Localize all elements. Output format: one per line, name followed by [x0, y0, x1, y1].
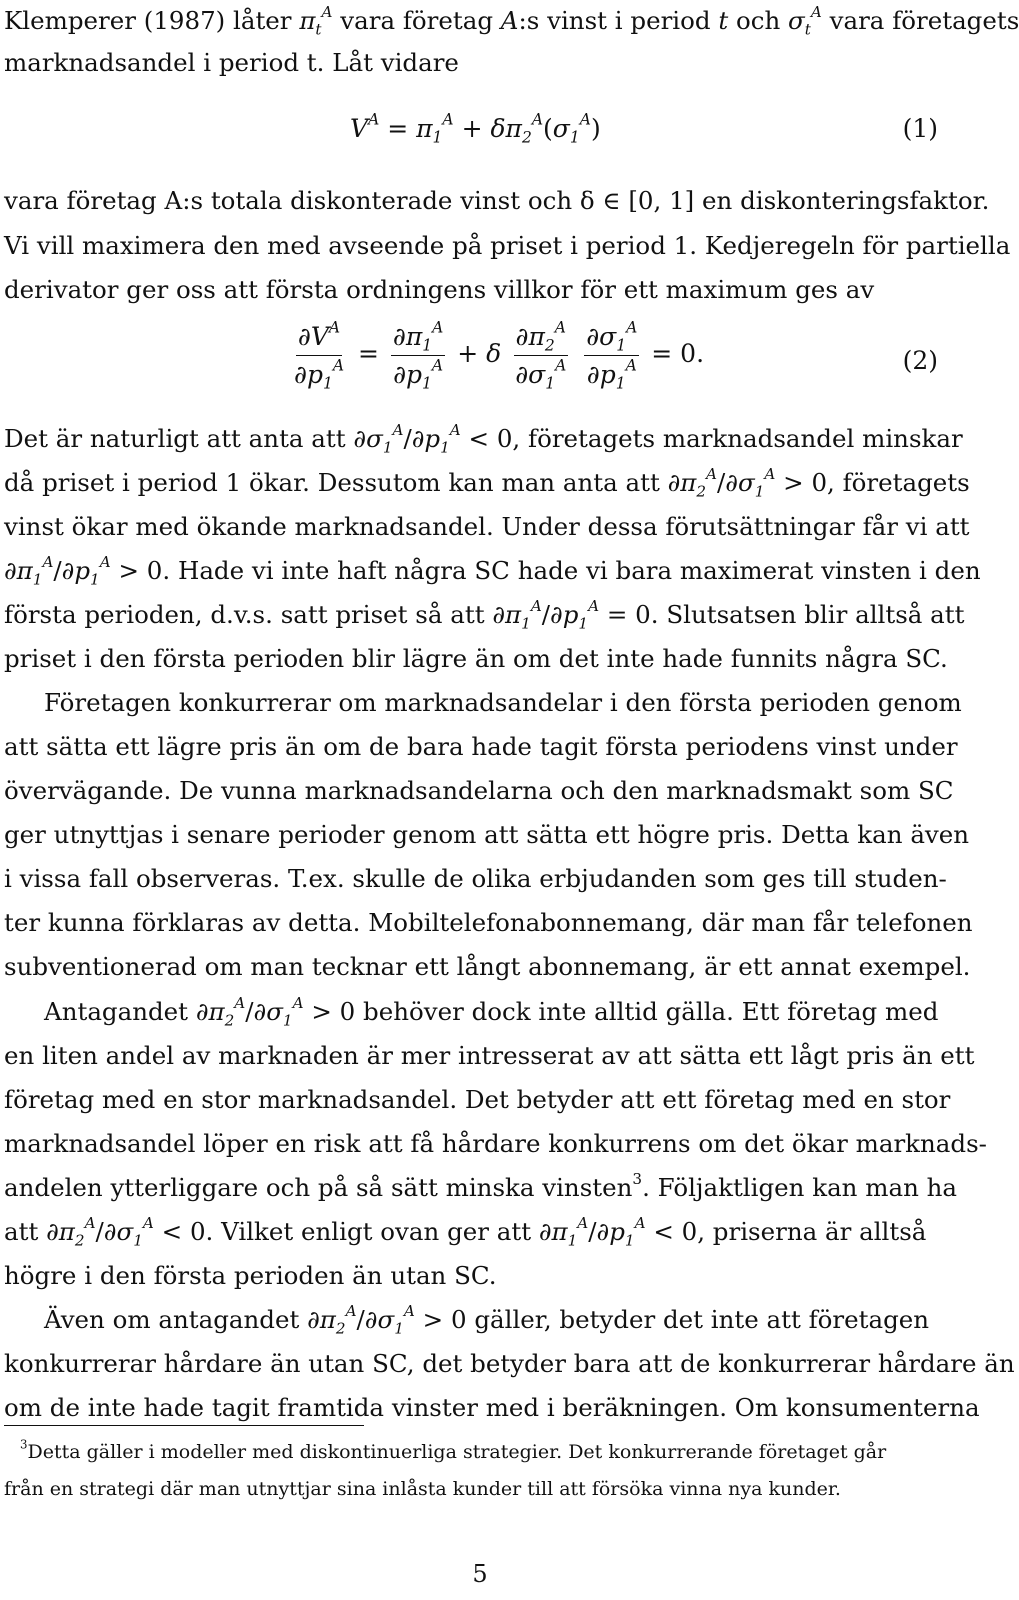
- para2-line4: $\partial\pi_1^A/\partial p_1^A > 0$. Hade vi inte haft några SC hade vi bara maximerat vinsten i den: [4, 552, 981, 589]
- para3-line2: att sätta ett lägre pris än om de bara hade tagit första periodens vinst under: [4, 732, 958, 761]
- para3-line1: Företagen konkurrerar om marknadsandelar i den första perioden genom: [44, 688, 962, 717]
- para4-line4: marknadsandel löper en risk att få hårdare konkurrens om det ökar marknads-: [4, 1129, 987, 1158]
- para4-line6: att $\partial\pi_2^A/\partial\sigma_1^A < 0$. Vilket enligt ovan ger att $\partial\pi_1^A/\partial p_1^A < 0$, priserna är alltså: [4, 1213, 927, 1250]
- para5-line1: Även om antagandet $\partial\pi_2^A/\partial\sigma_1^A > 0$ gäller, betyder det inte att företagen: [44, 1301, 930, 1338]
- footnote-rule: [4, 1425, 364, 1426]
- para2-line1: Det är naturligt att anta att $\partial\sigma_1^A/\partial p_1^A < 0$, företagets marknadsandel minskar: [4, 420, 963, 457]
- para3-line3: övervägande. De vunna marknadsandelarna och den marknadsmakt som SC: [4, 776, 954, 805]
- para4-line2: en liten andel av marknaden är mer intresserat av att sätta ett lågt pris än ett: [4, 1041, 975, 1070]
- para4-line5: andelen ytterliggare och på så sätt minska vinsten$^3$. Följaktligen kan man ha: [4, 1169, 958, 1202]
- equation-2: $\frac{\partial V^A}{\partial p_1^A}$ = $\frac{\partial\pi_1^A}{\partial p_1^A}$ + δ $\frac{\partial\pi_2^A}{\partial\sigma_1^A}$ $\frac{\partial\sigma_1^A}{\partial p_1^A}$ = 0.: [294, 318, 705, 393]
- para4-line3: företag med en stor marknadsandel. Det betyder att ett företag med en stor: [4, 1085, 951, 1114]
- para4-line7: högre i den första perioden än utan SC.: [4, 1261, 497, 1290]
- para1-line2: marknadsandel i period t. Låt vidare: [4, 48, 459, 77]
- footnote-ref: 3: [632, 1169, 643, 1188]
- para3-line4: ger utnyttjas i senare perioder genom att sätta ett högre pris. Detta kan även: [4, 820, 970, 849]
- page-number: 5: [472, 1560, 488, 1588]
- para4-line1: Antagandet $\partial\pi_2^A/\partial\sigma_1^A > 0$ behöver dock inte alltid gälla. Ett företag med: [44, 993, 939, 1030]
- para1-line3: vara företag A:s totala diskonterade vinst och δ ∈ [0, 1] en diskonteringsfaktor.: [4, 186, 990, 215]
- para3-line7: subventionerad om man tecknar ett långt abonnemang, är ett annat exempel.: [4, 952, 971, 981]
- para3-line5: i vissa fall observeras. T.ex. skulle de olika erbjudanden som ges till studen-: [4, 864, 947, 893]
- para5-line3: om de inte hade tagit framtida vinster med i beräkningen. Om konsumenterna: [4, 1393, 980, 1422]
- para1-line4: Vi vill maximera den med avseende på priset i period 1. Kedjeregeln för partiella: [4, 231, 1011, 260]
- footnote-line1: $^3$Detta gäller i modeller med diskontinuerliga strategier. Det konkurrerande företaget går: [20, 1437, 887, 1463]
- para2-line3: vinst ökar med ökande marknadsandel. Under dessa förutsättningar får vi att: [4, 512, 970, 541]
- para3-line6: ter kunna förklaras av detta. Mobiltelefonabonnemang, där man får telefonen: [4, 908, 973, 937]
- para2-line6: priset i den första perioden blir lägre än om det inte hade funnits några SC.: [4, 644, 948, 673]
- equation-2-number: (2): [902, 346, 938, 375]
- para2-line5: första perioden, d.v.s. satt priset så att $\partial\pi_1^A/\partial p_1^A = 0$. Slutsatsen blir alltså att: [4, 596, 965, 633]
- equation-1: $V^A = \pi_1^A + \delta\pi_2^A(\sigma_1^A)$: [350, 110, 601, 147]
- para5-line2: konkurrerar hårdare än utan SC, det betyder bara att de konkurrerar hårdare än: [4, 1349, 1015, 1378]
- para1-line1: Klemperer (1987) låter $\pi_t^A$ vara företag A:s vinst i period t och $\sigma_t^A$ vara företagets: [4, 2, 1019, 39]
- para2-line2: då priset i period 1 ökar. Dessutom kan man anta att $\partial\pi_2^A/\partial\sigma_1^A > 0$, företagets: [4, 464, 970, 501]
- equation-1-number: (1): [902, 114, 938, 143]
- footnote-line2: från en strategi där man utnyttjar sina inlåsta kunder till att försöka vinna nya kunder.: [4, 1478, 841, 1500]
- para1-line5: derivator ger oss att första ordningens villkor för ett maximum ges av: [4, 275, 875, 304]
